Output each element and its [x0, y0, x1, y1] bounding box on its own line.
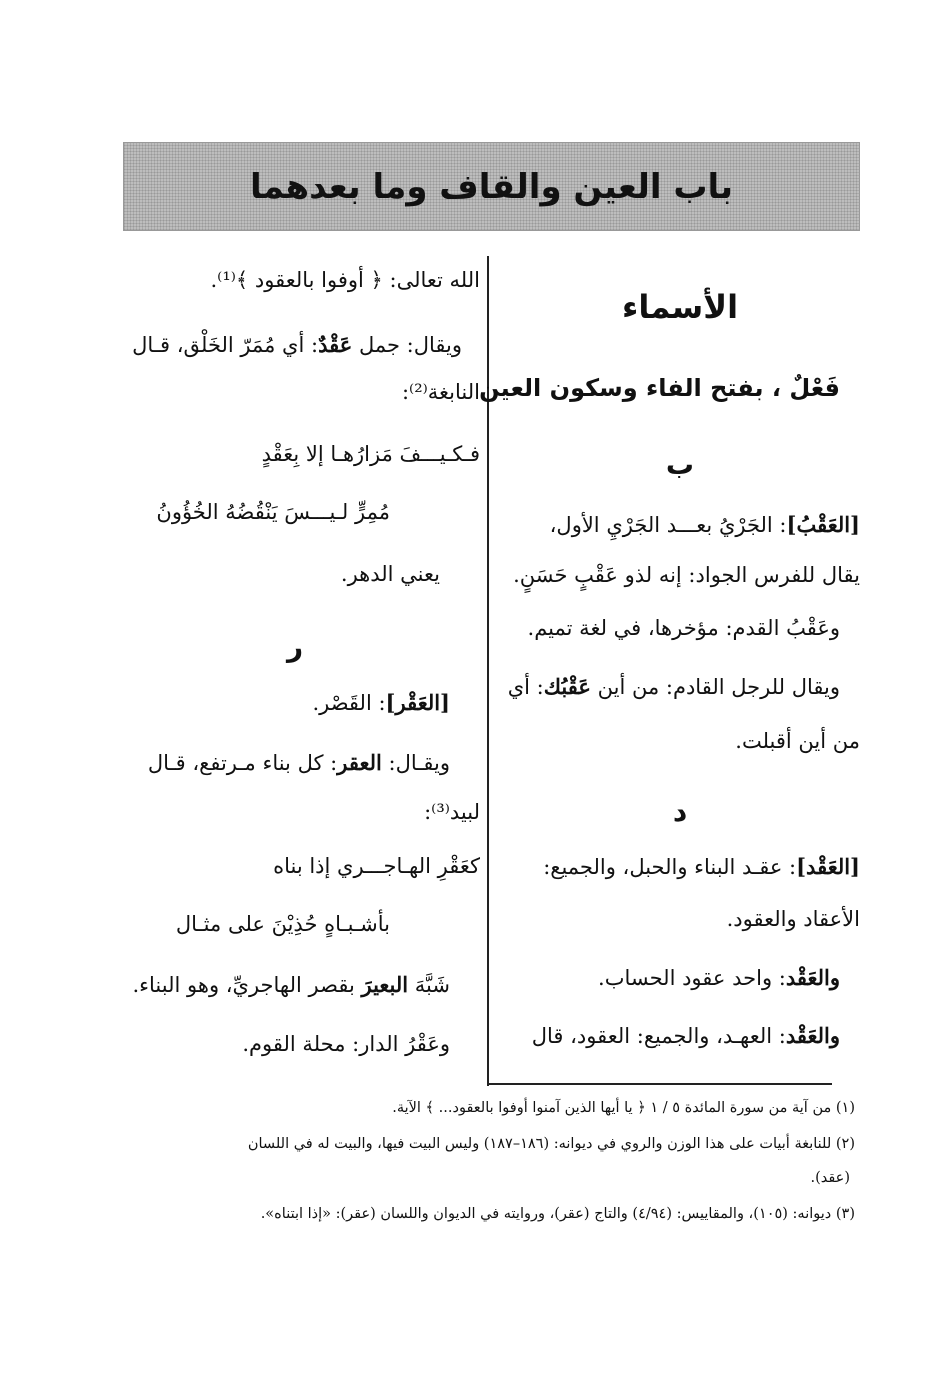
entry-text: : الجَرْيُ بعـــد الجَرْيِ الأول، — [549, 513, 787, 537]
entry-text: : أي مُمَرّ الخَلْق، قـال — [132, 333, 319, 357]
pattern-heading: فَعْلٌ ، بفتح الفاء وسكون العين — [479, 374, 840, 402]
entry-text: : كل بناء مـرتفع، قـال — [147, 751, 338, 775]
entry-line — [508, 674, 840, 699]
chapter-banner — [123, 142, 860, 231]
entry-term: عَقْبُك — [543, 674, 591, 699]
entry-line: النابغة⁽²⁾: — [401, 380, 480, 404]
entry-text: : عقـد البناء والحبل، والجميع: — [543, 855, 797, 879]
entry-line: وعَقْرُ الدار: محلة القوم. — [242, 1032, 450, 1056]
entry-text: : واحد عقود الحساب. — [598, 966, 786, 990]
entry-line: وعَقْبُ القدم: مؤخرها، في لغة تميم. — [527, 616, 840, 640]
entry-text: بقصر الهاجريِّ، وهو البناء. — [132, 973, 355, 997]
entry-line: يقال للفرس الجواد: إنه لذو عَقْبٍ حَسَنٍ. — [513, 563, 860, 587]
verse-line: مُمِرٍّ لـيـــسَ يَنْقُضُهُ الخُؤُونُ — [156, 500, 390, 524]
entry-line — [550, 512, 860, 537]
chapter-title: باب العين والقاف وما بعدهما — [249, 166, 734, 207]
footnote-2-continued: (عقد). — [810, 1170, 850, 1186]
entry-term: [العَقْد] — [796, 854, 860, 879]
entry-term: والعَقْد — [785, 965, 840, 990]
entry-line: يعني الدهر. — [340, 562, 440, 586]
entry-line — [132, 972, 450, 997]
entry-line: الأعقاد والعقود. — [726, 907, 860, 931]
verse-line: كعَقْرِ الهـاجـــري إذا بناه — [273, 854, 480, 878]
entry-term: العقر — [337, 750, 382, 775]
entry-term: البعيرَ — [361, 972, 409, 997]
verse-line: بأشـبـاهٍ حُذِيْنَ على مثـال — [175, 912, 390, 936]
letter-heading-d: د — [672, 795, 688, 828]
entry-text: : العهـد، والجميع: العقود، قال — [531, 1024, 786, 1048]
section-heading-names: الأسماء — [621, 288, 739, 326]
entry-term: [العَقْر] — [385, 690, 450, 715]
footnote-3: (٣) ديوانه: (١٠٥)، والمقاييس: (٤/٩٤) والتاج (عقر)، وروايته في الديوان واللسان (عقر): «إذا ابتناه». — [260, 1206, 855, 1222]
entry-line: لبيد⁽³⁾: — [424, 800, 480, 824]
entry-line — [132, 332, 462, 357]
footnote-1: (١) من آية من سورة المائدة ٥ / ١ ﴿ يا أيها الذين آمنوا أوفوا بالعقود... ﴾ الآية. — [392, 1100, 855, 1116]
entry-text: ويقـال: — [388, 751, 450, 775]
entry-text: شَبَّهَ — [414, 973, 450, 997]
letter-heading-r: ر — [286, 630, 304, 663]
entry-line — [312, 690, 450, 715]
letter-heading-b: ب — [665, 448, 695, 481]
footnote-rule — [487, 1083, 832, 1085]
entry-line — [543, 854, 860, 879]
entry-line — [598, 965, 840, 990]
entry-line: الله تعالى: ﴿ أوفوا بالعقود ﴾⁽¹⁾. — [210, 268, 480, 292]
entry-text: ويقال للرجل القادم: من أين — [597, 675, 840, 699]
entry-term: عَقْدٌ — [318, 332, 353, 357]
entry-text: : القَصْر. — [312, 691, 386, 715]
footnote-2: (٢) للنابغة أبيات على هذا الوزن والروي في ديوانه: (١٨٦–١٨٧) وليس البيت فيها، والبيت له في اللسان — [247, 1136, 855, 1152]
entry-text: : أي — [507, 675, 544, 699]
entry-line — [532, 1023, 840, 1048]
entry-text: ويقال: جمل — [358, 333, 462, 357]
entry-term: والعَقْد — [785, 1023, 840, 1048]
entry-term: [العَقْبُ] — [786, 512, 860, 537]
entry-line — [148, 750, 450, 775]
entry-line: من أين أقبلت. — [735, 729, 860, 753]
verse-line: فـكـيـــفَ مَزارُهـا إلا بِعَقْدٍ — [261, 442, 480, 466]
